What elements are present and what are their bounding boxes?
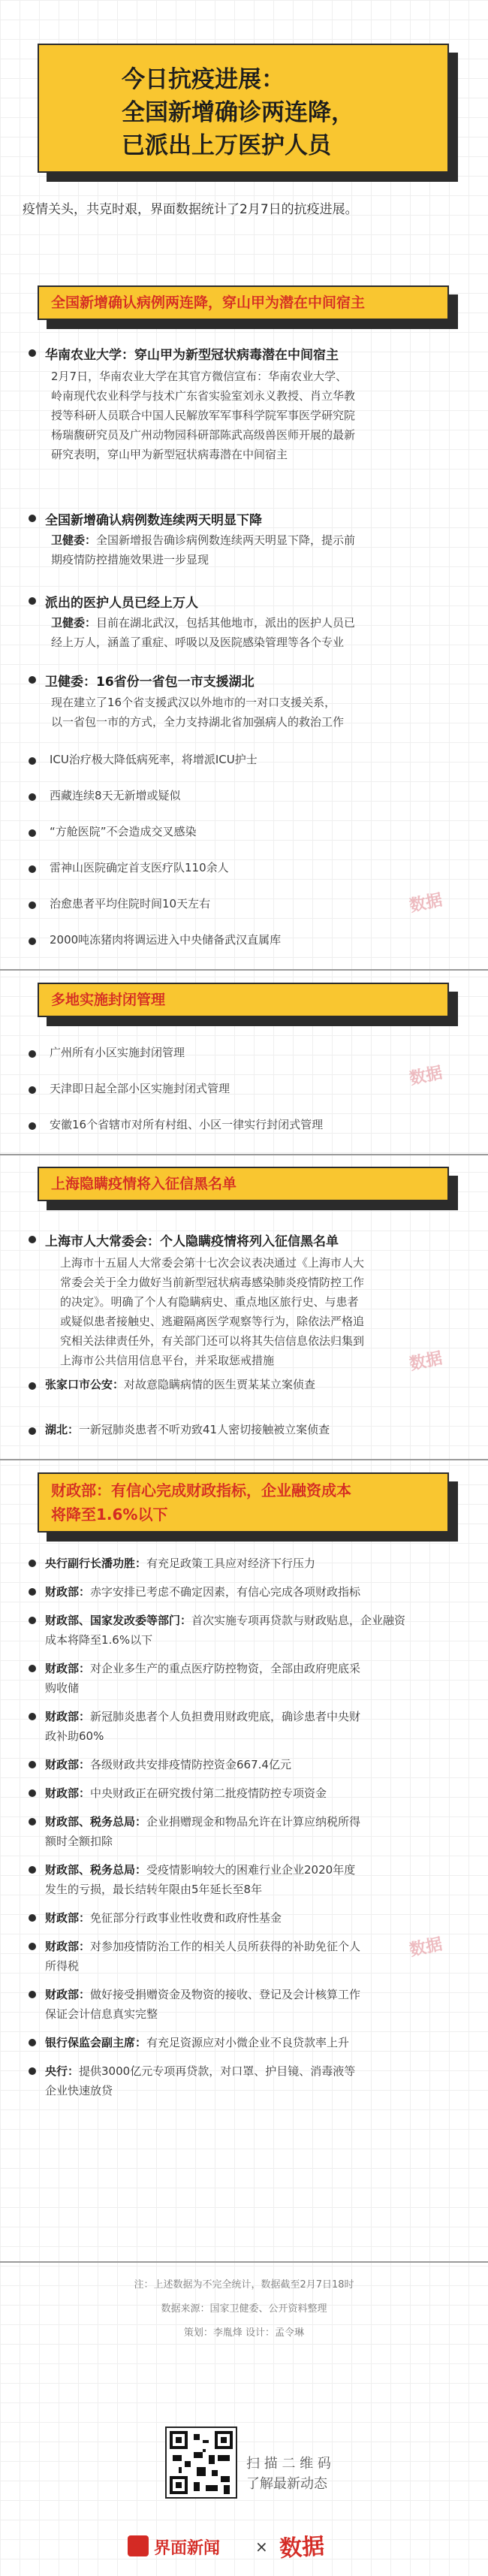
bullet-dot: [29, 1617, 36, 1624]
section-2-header: 多地实施封闭管理: [38, 983, 449, 1017]
qr-caption-2: 了解最新动态: [246, 2476, 327, 2492]
bullet-dot: [29, 1382, 36, 1390]
footer-credits: 策划：李胤烽 设计：孟令琳: [183, 2327, 305, 2339]
bullet-dot: [29, 901, 36, 909]
finance-item: 财政部、税务总局：受疫情影响较大的困难行业企业2020年度 发生的亏损，最长结转年限由5年延长至8年: [45, 1863, 356, 1896]
finance-item: 财政部：赤字安排已考虑不确定因素，有信心完成各项财政指标: [45, 1585, 361, 1599]
footer-source: 数据来源：国家卫健委、公开资料整理: [161, 2303, 327, 2315]
list-item: 治愈患者平均住院时间10天左右: [50, 897, 211, 911]
header-title-line1: 今日抗疫进展：: [122, 66, 285, 93]
item-body: 上海市十五届人大常委会第十七次会议表决通过《上海市人大 常委会关于全力做好当前新型冠状病毒感染肺炎疫情防控工作 的决定》。明确了个人有隐瞒病史、重点地区旅行史、与患者 或疑似患者接触史、逃避隔离医学观察等行为，除依法严格追 究相关法律责任外，有关部门还可以将其失信信息依法归集到 上海市公共信用信息平台，并采取惩戒措施: [60, 1256, 365, 1367]
list-item: 湖北：一新冠肺炎患者不听劝致41人密切接触被立案侦查: [45, 1423, 330, 1436]
bullet-dot: [29, 829, 36, 837]
bullet-dot: [29, 2039, 36, 2046]
bullet-dot: [29, 1761, 36, 1768]
finance-item: 央行：提供3000亿元专项再贷款，对口罩、护目镜、消毒液等 企业快速放贷: [45, 2064, 356, 2097]
brand-separator: ×: [255, 2538, 268, 2556]
list-item: 雷神山医院确定首支医疗队110余人: [50, 861, 229, 874]
bullet-dot: [29, 1427, 36, 1435]
header-banner: [38, 44, 449, 173]
intro-text: 疫情关头，共克时艰，界面数据统计了2月7日的抗疫进展。: [23, 202, 358, 217]
bullet-dot: [29, 757, 36, 765]
finance-item: 财政部：中央财政正在研究拨付第二批疫情防控专项资金: [45, 1786, 327, 1800]
finance-item: 央行副行长潘功胜：有充足政策工具应对经济下行压力: [45, 1557, 316, 1570]
item-title: 卫健委：16省份一省包一市支援湖北: [45, 675, 255, 690]
bullet-dot: [29, 1789, 36, 1797]
bullet-dot: [29, 1866, 36, 1874]
watermark-stamp: 数据: [408, 1348, 444, 1375]
section-divider: [0, 1154, 488, 1155]
bullet-dot: [29, 676, 36, 684]
bullet-dot: [29, 1991, 36, 1998]
section-divider: [0, 1459, 488, 1460]
finance-item: 银行保监会副主席：有充足资源应对小微企业不良贷款率上升: [45, 2036, 350, 2049]
item-title: 全国新增确认病例数连续两天明显下降: [45, 513, 262, 528]
bullet-dot: [29, 1914, 36, 1922]
bullet-dot: [29, 1943, 36, 1950]
qr-code[interactable]: [165, 2427, 237, 2499]
item-title: 派出的医护人员已经上万人: [45, 596, 198, 611]
jiemian-logo-icon: [128, 2535, 149, 2556]
item-body: 2月7日，华南农业大学在其官方微信宣布：华南农业大学、 岭南现代农业科学与技术广东省实验室刘永义教授、肖立华教 授等科研人员联合中国人民解放军军事科学院军事医学研究院 杨瑞馥研究员及广州动物园科研部陈武高级兽医师开展的最新 研究表明，穿山甲为新型冠状病毒潜在中间宿主: [51, 370, 356, 461]
bullet-dot: [29, 1588, 36, 1596]
section-4-header: 财政部：有信心完成财政指标，企业融资成本 将降至1.6%以下: [38, 1472, 449, 1533]
bullet-dot: [29, 1818, 36, 1826]
item-title: 华南农业大学：穿山甲为新型冠状病毒潜在中间宿主: [45, 348, 339, 363]
brand-shuju: 数据: [279, 2532, 326, 2563]
watermark-stamp: 数据: [408, 890, 444, 917]
list-item: 天津即日起全部小区实施封闭式管理: [50, 1082, 230, 1095]
watermark-stamp: 数据: [408, 1063, 444, 1089]
finance-item: 财政部：做好接受捐赠资金及物资的接收、登记及会计核算工作 保证会计信息真实完整: [45, 1988, 361, 2021]
finance-item: 财政部：新冠肺炎患者个人负担费用财政兜底，确诊患者中央财 政补助60%: [45, 1710, 361, 1743]
list-item: “方舱医院”不会造成交叉感染: [50, 825, 197, 838]
finance-item: 财政部：对企业多生产的重点医疗防控物资，全部由政府兜底采 购收储: [45, 1662, 361, 1695]
list-item: 2000吨冻猪肉将调运进入中央储备武汉直属库: [50, 933, 282, 947]
bullet-dot: [29, 1050, 36, 1058]
bullet-dot: [29, 1236, 36, 1243]
list-item: ICU治疗极大降低病死率，将增派ICU护士: [50, 753, 258, 766]
header-title-line3: 已派出上万医护人员: [122, 132, 331, 159]
list-item: 广州所有小区实施封闭管理: [50, 1046, 185, 1059]
bullet-dot: [29, 1713, 36, 1720]
bullet-dot: [29, 938, 36, 945]
bullet-dot: [29, 597, 36, 605]
finance-item: 财政部：对参加疫情防治工作的相关人员所获得的补助免征个人 所得税: [45, 1940, 361, 1973]
section-divider: [0, 2261, 488, 2263]
bullet-dot: [29, 1665, 36, 1672]
section-divider: [0, 969, 488, 971]
bullet-dot: [29, 865, 36, 873]
list-item: 张家口市公安：对故意隐瞒病情的医生贾某某立案侦查: [45, 1378, 316, 1391]
bullet-dot: [29, 1086, 36, 1094]
bullet-dot: [29, 793, 36, 801]
finance-item: 财政部：各级财政共安排疫情防控资金667.4亿元: [45, 1758, 291, 1771]
bullet-dot: [29, 2067, 36, 2075]
bullet-dot: [29, 515, 36, 522]
list-item: 西藏连续8天无新增或疑似: [50, 789, 181, 802]
header-title-line2: 全国新增确诊两连降，: [122, 99, 354, 126]
item-body: 卫健委：目前在湖北武汉，包括其他地市，派出的医护人员已 经上万人，涵盖了重症、呼吸以及医院感染管理等各个专业: [51, 616, 356, 649]
item-body: 现在建立了16个省支援武汉以外地市的一对口支援关系， 以一省包一市的方式，全力支持湖北省加强病人的救治工作: [51, 696, 345, 729]
section-3-header: 上海隐瞒疫情将入征信黑名单: [38, 1167, 449, 1201]
finance-item: 财政部、税务总局：企业捐赠现金和物品允许在计算应纳税所得 额时全额扣除: [45, 1815, 361, 1848]
finance-item: 财政部、国家发改委等部门：首次实施专项再贷款与财政贴息，企业融资 成本将降至1.6%以下: [45, 1614, 406, 1647]
list-item: 安徽16个省辖市对所有村组、小区一律实行封闭式管理: [50, 1118, 324, 1131]
finance-item: 财政部：免征部分行政事业性收费和政府性基金: [45, 1911, 282, 1925]
brand-jiemian: 界面新闻: [154, 2539, 221, 2558]
footer-note: 注：上述数据为不完全统计，数据截至2月7日18时: [134, 2279, 354, 2291]
qr-caption-1: 扫 描 二 维 码: [246, 2456, 331, 2472]
bullet-dot: [29, 349, 36, 357]
bullet-dot: [29, 1560, 36, 1567]
section-1-header: 全国新增确认病例两连降，穿山甲为潜在中间宿主: [38, 285, 449, 320]
bullet-dot: [29, 1122, 36, 1130]
item-body: 卫健委：全国新增报告确诊病例数连续两天明显下降，提示前 期疫情防控措施效果进一步显现: [51, 533, 356, 566]
watermark-stamp: 数据: [408, 1934, 444, 1961]
item-title: 上海市人大常委会：个人隐瞒疫情将列入征信黑名单: [45, 1234, 339, 1249]
